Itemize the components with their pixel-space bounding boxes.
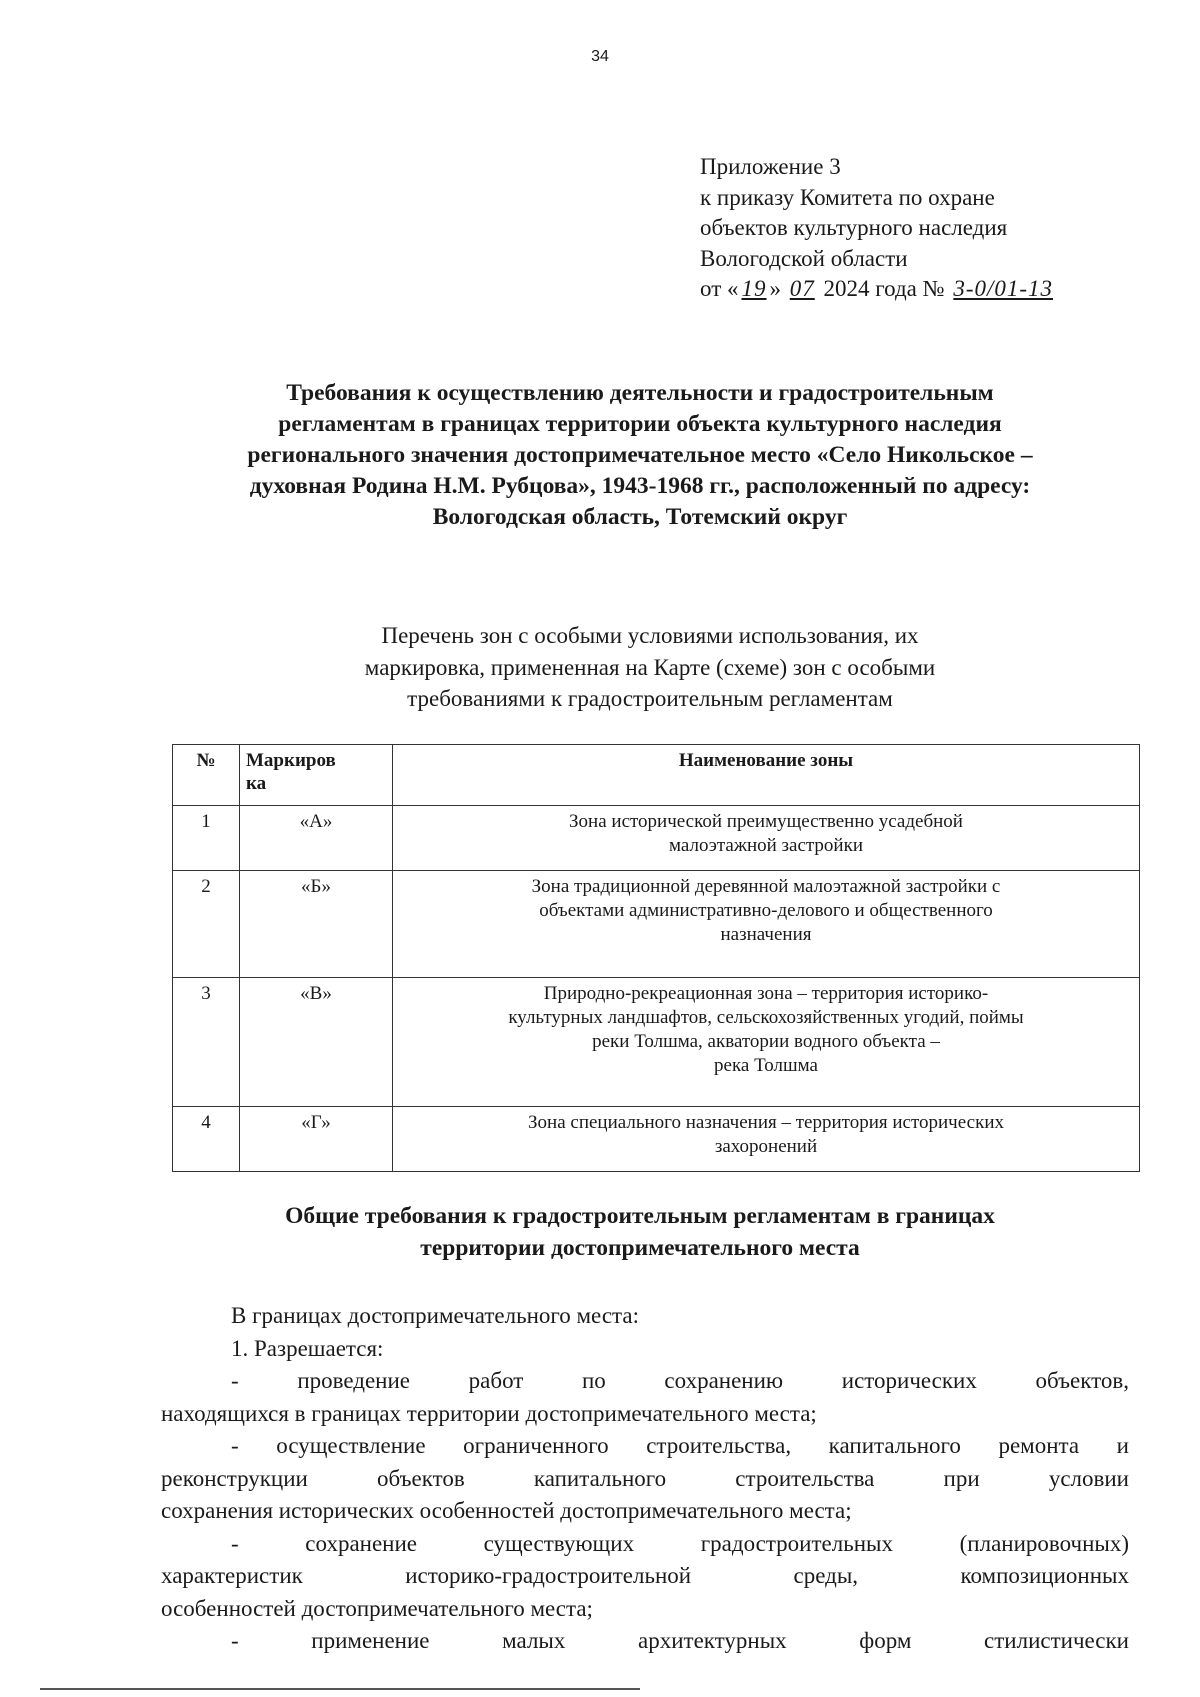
caption-line: маркировка, примененная на Карте (схеме) зон с особыми xyxy=(364,654,936,680)
paragraph-line: - проведение работ по сохранению исторических объектов, xyxy=(231,1368,1129,1393)
appendix-line: Вологодской области xyxy=(700,245,908,271)
zone-name-line: Зона исторической преимущественно усадебной xyxy=(569,811,963,832)
caption-line: требованиями к градостроительным регламентам xyxy=(407,686,893,711)
paragraph-line: реконструкции объектов капитального строительства при условии xyxy=(161,1465,1129,1491)
section-heading xyxy=(150,1200,1130,1264)
zone-name-line: Природно-рекреационная зона – территория историко- xyxy=(543,983,989,1004)
zone-name-line: малоэтажной застройки xyxy=(668,835,864,856)
title-line: регионального значения достопримечательное место «Село Никольское – xyxy=(247,442,1033,468)
handwritten-day: 19 xyxy=(741,276,767,301)
zone-name-line: захоронений xyxy=(714,1136,818,1157)
row-num: 1 xyxy=(173,806,240,871)
zones-table xyxy=(172,744,1140,1172)
row-zone-name xyxy=(393,871,1140,978)
table-header-row xyxy=(173,745,1140,806)
row-zone-name xyxy=(393,978,1140,1107)
handwritten-order-number: 3-0/01-13 xyxy=(953,276,1054,301)
zone-name-line: Зона традиционной деревянной малоэтажной застройки с xyxy=(531,876,1001,897)
section-heading-line: территории достопримечательного места xyxy=(420,1235,860,1261)
paragraph-line: находящихся в границах территории достопримечательного места; xyxy=(161,1400,817,1426)
table-row xyxy=(173,871,1140,978)
zone-name-line: культурных ландшафтов, сельскохозяйственных угодий, поймы xyxy=(508,1007,1024,1028)
section-heading-line: Общие требования к градостроительным регламентам в границах xyxy=(285,1203,995,1229)
zone-name-line: объектами административно-делового и общественного xyxy=(539,900,993,921)
header-marking xyxy=(240,745,393,806)
title-line: Требования к осуществлению деятельности и градостроительным xyxy=(286,380,994,406)
paragraph-line: - осуществление ограниченного строительства, капитального ремонта и xyxy=(231,1433,1129,1458)
scan-edge-line xyxy=(40,1688,640,1690)
table-caption xyxy=(200,620,1100,715)
row-num: 2 xyxy=(173,871,240,978)
handwritten-month: 07 xyxy=(789,276,815,301)
document-title xyxy=(150,378,1130,533)
list-item-heading: 1. Разрешается: xyxy=(231,1335,384,1361)
row-marking: «Б» xyxy=(240,871,393,978)
title-line: духовная Родина Н.М. Рубцова», 1943-1968 гг., расположенный по адресу: xyxy=(249,473,1031,499)
zone-name-line: река Толшма xyxy=(714,1055,818,1076)
row-marking: «Г» xyxy=(240,1107,393,1172)
row-num: 4 xyxy=(173,1107,240,1172)
header-zone-name: Наименование зоны xyxy=(393,745,1140,806)
appendix-header xyxy=(700,152,1180,305)
zone-name-line: Зона специального назначения – территория исторических xyxy=(528,1112,1004,1133)
row-zone-name xyxy=(393,806,1140,871)
title-line: регламентам в границах территории объекта культурного наследия xyxy=(278,411,1002,437)
appendix-line: Приложение 3 xyxy=(700,154,841,179)
page-number: 34 xyxy=(591,48,609,65)
title-line: Вологодская область, Тотемский округ xyxy=(432,504,848,530)
zone-name-line: реки Толшма, акватории водного объекта – xyxy=(592,1031,940,1052)
table-row xyxy=(173,1107,1140,1172)
body-intro: В границах достопримечательного места: xyxy=(231,1303,639,1328)
header-num: № xyxy=(173,745,240,806)
header-marking-line: ка xyxy=(246,773,267,794)
paragraph-line: - сохранение существующих градостроительных (планировочных) xyxy=(231,1530,1129,1556)
row-zone-name xyxy=(393,1107,1140,1172)
year-text: 2024 года № xyxy=(823,276,945,301)
table-row xyxy=(173,978,1140,1107)
appendix-date-line xyxy=(700,274,1180,305)
date-prefix: от « xyxy=(700,276,739,301)
paragraph-line: особенностей достопримечательного места; xyxy=(161,1595,593,1621)
date-mid: » xyxy=(769,276,781,301)
paragraph-line: сохранения исторических особенностей достопримечательного места; xyxy=(161,1498,852,1523)
header-marking-line: Маркиров xyxy=(246,750,336,771)
row-marking: «А» xyxy=(240,806,393,871)
caption-line: Перечень зон с особыми условиями использования, их xyxy=(381,623,919,648)
paragraph-line: - применение малых архитектурных форм стилистически xyxy=(231,1628,1129,1653)
table-row xyxy=(173,806,1140,871)
zone-name-line: назначения xyxy=(720,924,812,945)
row-num: 3 xyxy=(173,978,240,1107)
appendix-line: к приказу Комитета по охране xyxy=(700,184,995,210)
row-marking: «В» xyxy=(240,978,393,1107)
paragraph-line: характеристик историко-градостроительной среды, композиционных xyxy=(161,1563,1129,1588)
appendix-line: объектов культурного наследия xyxy=(700,215,1008,240)
body-text xyxy=(161,1300,1129,1658)
